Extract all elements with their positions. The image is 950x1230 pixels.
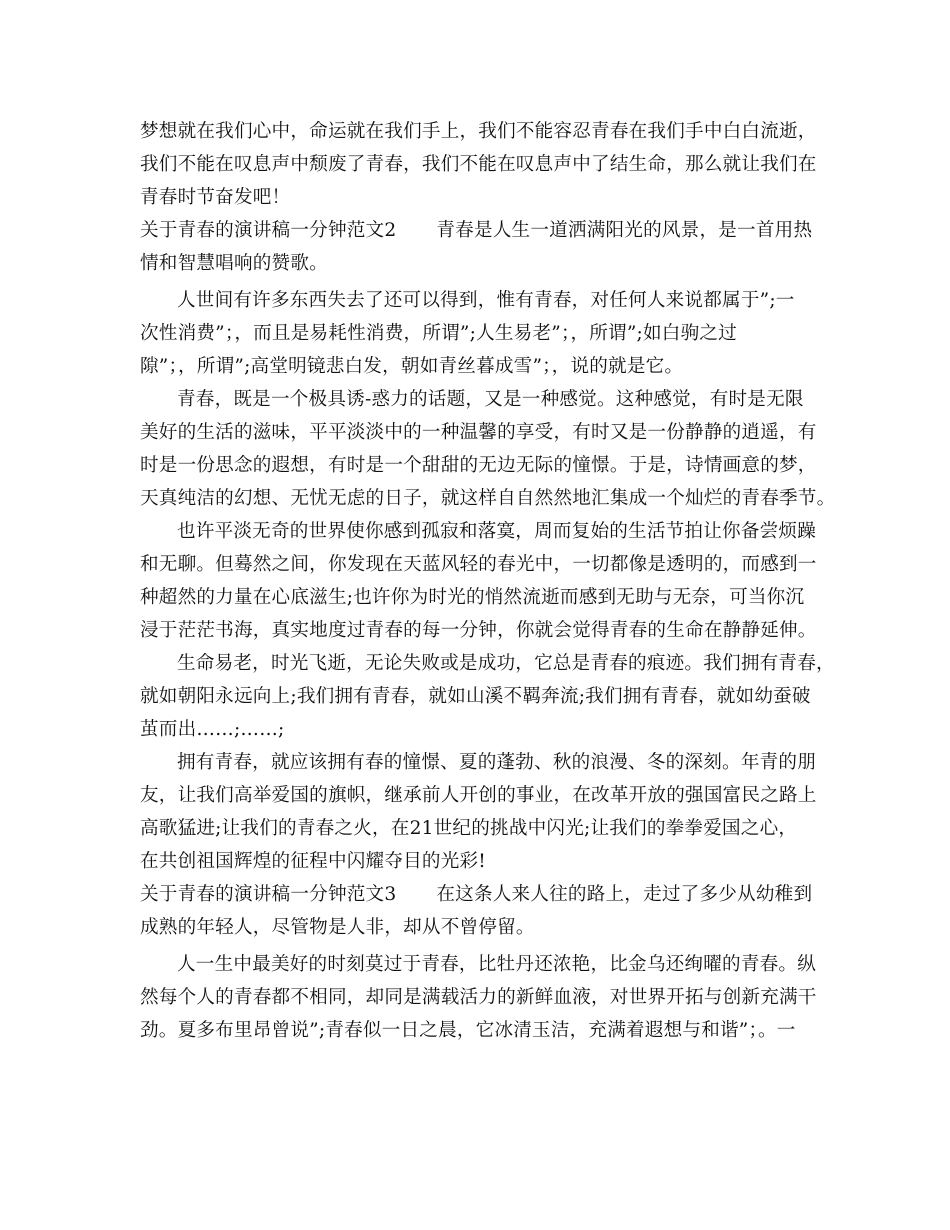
text-line: 隙”；，所谓”;高堂明镜悲白发，朝如青丝暮成雪”；，说的就是它。 (140, 356, 684, 377)
paragraph-start: 生命易老，时光飞逝，无论失败或是成功，它总是青春的痕迹。我们拥有青春， (177, 653, 835, 674)
paragraph-start: 也许平淡无奇的世界使你感到孤寂和落寞，周而复始的生活节拍让你备尝烦躁 (177, 521, 816, 542)
text-line: 时是一份思念的遐想，有时是一个甜甜的无边无际的憧憬。于是，诗情画意的梦， (140, 455, 817, 476)
paragraph-start: 人世间有许多东西失去了还可以得到，惟有青春，对任何人来说都属于”;一 (177, 290, 795, 311)
text-line: 情和智慧唱响的赞歌。 (140, 253, 328, 274)
text-line: 在共创祖国辉煌的征程中闪耀夺目的光彩! (140, 851, 486, 872)
heading-text: 在这条人来人往的路上，走过了多少从幼稚到 (436, 884, 813, 905)
text-line: 就如朝阳永远向上;我们拥有青春，就如山溪不羁奔流;我们拥有青春，就如幼蚕破 (140, 686, 811, 707)
section-heading-2 (140, 214, 812, 247)
text-line: 种超然的力量在心底滋生;也许你为时光的悄然流逝而感到无助与无奈，可当你沉 (140, 587, 805, 608)
text-line: 成熟的年轻人，尽管物是人非，却从不曾停留。 (140, 917, 535, 938)
document-page (140, 115, 836, 1047)
text-line: 然每个人的青春都不相同，却同是满载活力的新鲜血液，对世界开拓与创新充满干 (140, 987, 817, 1008)
text-line: 和无聊。但蓦然之间，你发现在天蓝风轻的春光中，一切都像是透明的，而感到一 (140, 554, 817, 575)
text-line: 浸于茫茫书海，真实地度过青春的每一分钟，你就会觉得青春的生命在静静延伸。 (140, 620, 817, 641)
heading-title: 关于青春的演讲稿一分钟范文3 (140, 884, 397, 905)
text-line: 劲。夏多布里昂曾说”;青春似一日之晨，它冰清玉洁，充满着遐想与和谐”；。一 (140, 1020, 796, 1041)
heading-title: 关于青春的演讲稿一分钟范文2 (140, 220, 397, 241)
text-line: 美好的生活的滋味，平平淡淡中的一种温馨的享受，有时又是一份静静的逍遥，有 (140, 422, 817, 443)
paragraph-start: 人一生中最美好的时刻莫过于青春，比牡丹还浓艳，比金乌还绚曜的青春。纵 (177, 954, 816, 975)
text-line: 茧而出……;……; (140, 719, 285, 740)
paragraph-start: 青春，既是一个极具诱-惑力的话题，又是一种感觉。这种感觉，有时是无限 (177, 389, 804, 410)
section-heading-3 (140, 878, 812, 911)
text-line: 友，让我们高举爱国的旗帜，继承前人开创的事业，在改革开放的强国富民之路上 (140, 785, 817, 806)
text-line: 青春时节奋发吧！ (140, 187, 291, 208)
text-line: 次性消费”；，而且是易耗性消费，所谓”;人生易老”；，所谓”;如白驹之过 (140, 323, 737, 344)
text-line: 高歌猛进;让我们的青春之火，在21世纪的挑战中闪光;让我们的拳拳爱国之心， (140, 818, 798, 839)
text-line: 天真纯洁的幻想、无忧无虑的日子，就这样自自然然地汇集成一个灿烂的青春季节。 (140, 488, 836, 509)
heading-text: 青春是人生一道洒满阳光的风景，是一首用热 (436, 220, 813, 241)
text-line: 梦想就在我们心中，命运就在我们手上，我们不能容忍青春在我们手中白白流逝， (140, 121, 817, 142)
text-line: 我们不能在叹息声中颓废了青春，我们不能在叹息声中了结生命，那么就让我们在 (140, 154, 817, 175)
paragraph-start: 拥有青春，就应该拥有春的憧憬、夏的蓬勃、秋的浪漫、冬的深刻。年青的朋 (177, 752, 816, 773)
